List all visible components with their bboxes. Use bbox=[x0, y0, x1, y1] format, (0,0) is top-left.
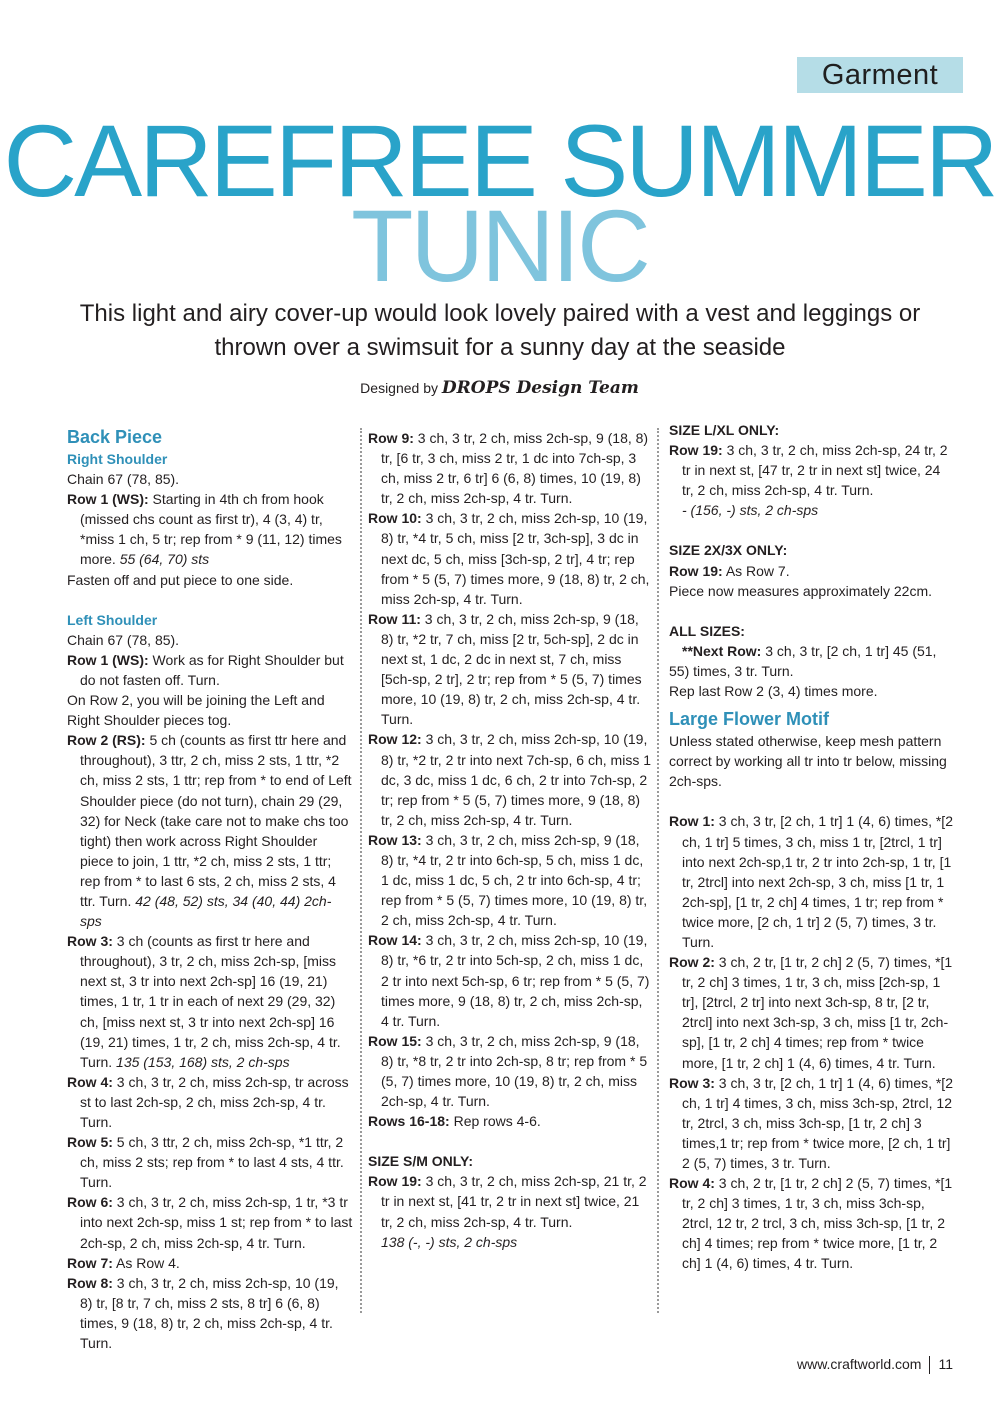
row-text: 3 ch, 3 tr, [2 ch, 1 tr] 1 (4, 6) times, *[2 ch, 1 tr] 4 times, 3 ch, miss 3ch-sp, 2trcl, 12 tr, 2trcl, 3 ch, miss 3ch-sp, [1 tr, 2 ch] 3 times,1 tr; rep from * twice more, [2 ch, 1 tr] 2 (5, 7) times, 3 tr. Turn. bbox=[682, 1074, 953, 1171]
right-shoulder-heading: Right Shoulder bbox=[67, 451, 168, 467]
row-label: Row 15: bbox=[368, 1032, 422, 1049]
size-2x3x-row-19 bbox=[669, 561, 953, 581]
pattern-row bbox=[67, 931, 353, 1072]
row-label: Row 7: bbox=[67, 1254, 113, 1271]
row-text: 3 ch, 3 tr, 2 ch, miss 2ch-sp, 24 tr, 2 tr in next st, [47 tr, 2 tr in next st] twice, 24 tr, 2 ch, miss 2ch-sp, 4 tr. Turn. bbox=[682, 442, 948, 499]
right-shoulder-fasten: Fasten off and put piece to one side. bbox=[67, 571, 294, 588]
row-label: Row 1 (WS): bbox=[67, 491, 149, 508]
row-text: 3 ch, 3 tr, 2 ch, miss 2ch-sp, 9 (18, 8) tr, *8 tr, 2 tr into 2ch-sp, 8 tr; rep from * 5 (5, 7) times more, 10 (19, 8) tr, 2 ch, miss 2ch-sp, 4 tr. Turn. bbox=[381, 1032, 648, 1110]
row-label: Row 4: bbox=[669, 1175, 715, 1192]
page-number: 11 bbox=[938, 1356, 953, 1372]
pattern-row bbox=[368, 729, 652, 829]
row-label: Row 1 (WS): bbox=[67, 651, 149, 668]
pattern-row bbox=[669, 811, 953, 952]
row-text: Work as for Right Shoulder but do not fasten off. Turn. bbox=[80, 651, 344, 688]
pattern-row bbox=[67, 1072, 353, 1132]
row-label: Row 4: bbox=[67, 1073, 113, 1090]
pattern-row bbox=[368, 930, 652, 1030]
left-shoulder-note: On Row 2, you will be joining the Left and Right Shoulder pieces tog. bbox=[67, 692, 325, 729]
row-text: As Row 4. bbox=[116, 1254, 180, 1271]
row-text: As Row 7. bbox=[725, 562, 790, 579]
all-sizes-note: Rep last Row 2 (3, 4) times more. bbox=[669, 683, 878, 700]
back-piece-heading: Back Piece bbox=[67, 427, 163, 447]
row-label: Row 9: bbox=[368, 430, 414, 446]
row-text: 3 ch, 2 tr, [1 tr, 2 ch] 2 (5, 7) times, *[1 tr, 2 ch] 3 times, 1 tr, 3 ch, miss 3ch-sp, 2trcl, 12 tr, 2 trcl, 3 ch, miss 3ch-sp, [1 tr, 2 ch] 4 times; rep from * twice more, [1 tr, 2 ch] 1 (4, 6) times, 4 tr. Turn. bbox=[682, 1175, 953, 1272]
left-shoulder-row-1 bbox=[67, 650, 353, 690]
row-text: 3 ch, 3 tr, 2 ch, miss 2ch-sp, tr across st to last 2ch-sp, 2 ch, miss 2ch-sp, 4 tr. Turn. bbox=[80, 1073, 349, 1130]
stitch-count: 42 (48, 52) sts, 34 (40, 44) 2ch-sps bbox=[80, 892, 332, 930]
row-text: Starting in 4th ch from hook (missed chs count as first tr), 4 (3, 4) tr, *miss 1 ch, 5 tr; rep from * 9 (11, 12) times more. bbox=[80, 491, 342, 568]
row-label: Rows 16-18: bbox=[368, 1113, 450, 1130]
column-1 bbox=[67, 425, 353, 1353]
row-label: Row 10: bbox=[368, 510, 422, 527]
row-text: 3 ch, 3 tr, 2 ch, miss 2ch-sp, 10 (19, 8) tr, *4 tr, 5 ch, miss [2 tr, 3ch-sp], 3 dc in next dc, 5 ch, miss [3ch-sp, 2 tr], 4 tr; rep from * 5 (5, 7) times more, 9 (18, 8) tr, 2 ch, miss 2ch-sp, 4 tr. Turn. bbox=[381, 510, 650, 607]
row-text: 3 ch, 3 tr, 2 ch, miss 2ch-sp, 10 (19, 8) tr, *6 tr, 2 tr into 5ch-sp, 2 ch, miss 1 dc, 2 tr into next 5ch-sp, 6 tr; rep from * 5 (5, 7) times more, 9 (18, 8) tr, 2 ch, miss 2ch-sp, 4 tr. Turn. bbox=[381, 932, 650, 1029]
column-3 bbox=[669, 420, 953, 1274]
page-title-line-2: TUNIC bbox=[351, 189, 648, 303]
stitch-count: 135 (153, 168) sts, 2 ch-sps bbox=[116, 1053, 290, 1070]
designer-prefix: Designed by bbox=[360, 380, 438, 396]
row-text: 3 ch, 3 tr, [2 ch, 1 tr] 45 (51, 55) times, 3 tr. Turn. bbox=[669, 642, 937, 679]
pattern-row bbox=[669, 952, 953, 1073]
pattern-row bbox=[67, 1192, 353, 1252]
size-lxl-row-19 bbox=[669, 440, 953, 500]
right-shoulder-chain: Chain 67 (78, 85). bbox=[67, 471, 180, 488]
standfirst: This light and airy cover-up would look lovely paired with a vest and leggings or thrown over a swimsuit for a sunny day at the seaside bbox=[79, 300, 921, 361]
row-text: 3 ch, 3 tr, [2 ch, 1 tr] 1 (4, 6) times, *[2 ch, 1 tr] 5 times, 3 ch, miss 1 tr, [2trcl, 1 tr] into next 2ch-sp,1 tr, 2 tr into 2ch-sp, 1 tr, [1 tr, 2trcl] into next 2ch-sp, 3 ch, miss [1 tr, 1 2ch-sp], [1 tr, 2 ch] 4 times, 1 tr; rep from * twice more, [2 ch, 1 tr] 2 (5, 7) times, 3 tr. Turn. bbox=[682, 813, 953, 950]
pattern-row bbox=[368, 508, 652, 608]
size-sm-heading: SIZE S/M ONLY: bbox=[368, 1153, 474, 1170]
row-text: Rep rows 4-6. bbox=[453, 1113, 541, 1130]
row-text: 3 ch, 3 tr, 2 ch, miss 2ch-sp, 9 (18, 8) tr, *4 tr, 2 tr into 6ch-sp, 5 ch, miss 1 dc, 1 dc, miss 1 dc, 5 ch, 2 tr into 6ch-sp, 4 tr; rep from * 5 (5, 7) times more, 10 (19, 8) tr, 2 ch, miss 2ch-sp, 4 tr. Turn. bbox=[381, 831, 648, 929]
pattern-row bbox=[67, 1132, 353, 1192]
column-2 bbox=[368, 428, 652, 1252]
pattern-row bbox=[368, 428, 652, 508]
row-label: **Next Row: bbox=[682, 642, 762, 659]
row-text: 3 ch, 3 tr, 2 ch, miss 2ch-sp, 10 (19, 8) tr, *2 tr, 2 tr into next 7ch-sp, 6 ch, miss 1 dc, 3 dc, miss 1 dc, 6 ch, 2 tr into 7ch-sp, 2 tr; rep from * 5 (5, 7) times more, 9 (18, 8) tr, 2 ch, miss 2ch-sp, 4 tr. Turn. bbox=[381, 731, 651, 828]
pattern-row bbox=[67, 730, 353, 931]
size-sm-row-19 bbox=[368, 1171, 652, 1231]
left-shoulder-heading: Left Shoulder bbox=[67, 611, 158, 628]
column-divider bbox=[360, 428, 362, 1313]
all-sizes-next-row bbox=[669, 641, 953, 681]
page-title-line-1: CAREFREE SUMMER bbox=[3, 104, 996, 218]
pattern-row bbox=[368, 1111, 652, 1131]
row-label: Row 11: bbox=[368, 610, 421, 627]
column-divider bbox=[657, 428, 659, 1313]
row-text: 5 ch, 3 ttr, 2 ch, miss 2ch-sp, *1 ttr, 2 ch, miss 2 sts; rep from * to last 4 sts, 4 ttr. Turn. bbox=[80, 1134, 344, 1191]
footer-separator bbox=[929, 1356, 930, 1374]
row-text: 3 ch, 3 tr, 2 ch, miss 2ch-sp, 21 tr, 2 tr in next st, [41 tr, 2 tr in next st] twice, 21 tr, 2 ch, miss 2ch-sp, 4 tr. Turn. bbox=[381, 1173, 647, 1230]
row-label: Row 12: bbox=[368, 731, 422, 748]
row-label: Row 14: bbox=[368, 932, 422, 949]
designer-team: DROPS Design Team bbox=[441, 378, 639, 398]
row-label: Row 2: bbox=[669, 954, 715, 971]
stitch-count: 138 (-, -) sts, 2 ch-sps bbox=[381, 1233, 518, 1250]
pattern-row bbox=[67, 1273, 353, 1353]
stitch-count: - (156, -) sts, 2 ch-sps bbox=[682, 502, 819, 519]
stitch-count: 55 (64, 70) sts bbox=[119, 551, 210, 568]
pattern-row bbox=[67, 1253, 353, 1273]
large-flower-heading: Large Flower Motif bbox=[669, 709, 830, 730]
designer-credit bbox=[0, 378, 999, 398]
row-text: 5 ch (counts as first ttr here and throughout), 3 ttr, 2 ch, miss 2 sts, 1 ttr, *2 ch, miss 2 sts, 1 ttr; rep from * to end of Left Shoulder piece (do not turn), chain 29 (29, 32) for Neck (take care not to make chs too tight) then work across Right Shoulder piece to join, 1 ttr, *2 ch, miss 2 sts, 1 ttr; rep from * to last 6 sts, 2 ch, miss 2 sts, 4 ttr. Turn. bbox=[80, 732, 352, 909]
pattern-row bbox=[368, 830, 652, 930]
pattern-row bbox=[368, 1031, 652, 1111]
row-label: Row 1: bbox=[669, 813, 715, 830]
row-label: Row 19: bbox=[669, 442, 723, 459]
pattern-row bbox=[368, 609, 652, 730]
left-shoulder-chain: Chain 67 (78, 85). bbox=[67, 631, 180, 648]
row-label: Row 6: bbox=[67, 1194, 113, 1211]
pattern-row bbox=[669, 1073, 953, 1173]
size-2x3x-heading: SIZE 2X/3X ONLY: bbox=[669, 542, 788, 559]
size-2x3x-note: Piece now measures approximately 22cm. bbox=[669, 582, 933, 599]
row-text: 3 ch (counts as first tr here and throughout), 3 tr, 2 ch, miss 2ch-sp, [miss next st, 3 tr into next 2ch-sp] 16 (19, 21) times, 1 tr, 1 tr in each of next 29 (29, 32) ch, [miss next st, 3 tr into next 2ch-sp] 16 (19, 21) times, 1 tr, 2 ch, miss 2ch-sp, 4 tr. Turn. bbox=[80, 933, 341, 1070]
page-footer bbox=[797, 1356, 953, 1374]
row-label: Row 8: bbox=[67, 1274, 113, 1291]
row-text: 3 ch, 3 tr, 2 ch, miss 2ch-sp, 9 (18, 8) tr, *2 tr, 7 ch, miss [2 tr, 5ch-sp], 2 dc in next st, 1 dc, 2 dc in next st, 7 ch, miss [5ch-sp, 2 tr], 2 tr; rep from * 5 (5, 7) times more, 10 (19, 8) tr, 2 ch, miss 2ch-sp, 4 tr. Turn. bbox=[381, 610, 642, 728]
row-text: 3 ch, 3 tr, 2 ch, miss 2ch-sp, 1 tr, *3 tr into next 2ch-sp, miss 1 st; rep from * to last 2ch-sp, 2 ch, miss 2ch-sp, 4 tr. Turn. bbox=[80, 1194, 353, 1251]
row-text: 3 ch, 3 tr, 2 ch, miss 2ch-sp, 10 (19, 8) tr, [8 tr, 7 ch, miss 2 sts, 8 tr] 6 (6, 8) times, 9 (18, 8) tr, 2 ch, miss 2ch-sp, 4 tr. Turn. bbox=[80, 1274, 339, 1352]
row-label: Row 3: bbox=[67, 933, 113, 950]
pattern-row bbox=[669, 1173, 953, 1273]
row-label: Row 2 (RS): bbox=[67, 732, 146, 749]
section-badge: Garment bbox=[797, 57, 963, 93]
row-label: Row 19: bbox=[669, 562, 723, 579]
right-shoulder-row-1 bbox=[67, 489, 353, 569]
footer-url: www.craftworld.com bbox=[796, 1356, 922, 1372]
row-label: Row 19: bbox=[368, 1173, 422, 1190]
row-text: 3 ch, 3 tr, 2 ch, miss 2ch-sp, 9 (18, 8) tr, [6 tr, 3 ch, miss 2 tr, 1 dc into 7ch-sp, 3 ch, miss 2 tr, 6 tr] 6 (6, 8) times, 10 (19, 8) tr, 2 ch, miss 2ch-sp, 4 tr. Turn. bbox=[381, 430, 649, 507]
large-flower-intro: Unless stated otherwise, keep mesh pattern correct by working all tr into tr below, missing 2ch-sps. bbox=[669, 733, 947, 790]
all-sizes-heading: ALL SIZES: bbox=[669, 622, 745, 639]
row-label: Row 5: bbox=[67, 1134, 113, 1151]
size-lxl-heading: SIZE L/XL ONLY: bbox=[669, 422, 780, 438]
row-label: Row 3: bbox=[669, 1074, 715, 1091]
row-label: Row 13: bbox=[368, 831, 422, 848]
row-text: 3 ch, 2 tr, [1 tr, 2 ch] 2 (5, 7) times, *[1 tr, 2 ch] 3 times, 1 tr, 3 ch, miss [2ch-sp, 1 tr], [2trcl, 2 tr] into next 3ch-sp, 8 tr, [2 tr, 2trcl] into next 3ch-sp, 3 ch, miss [1 tr, 2ch-sp], [1 tr, 2 ch] 4 times; rep from * twice more, [1 tr, 2 ch] 1 (4, 6) times, 4 tr. Turn. bbox=[682, 954, 953, 1071]
